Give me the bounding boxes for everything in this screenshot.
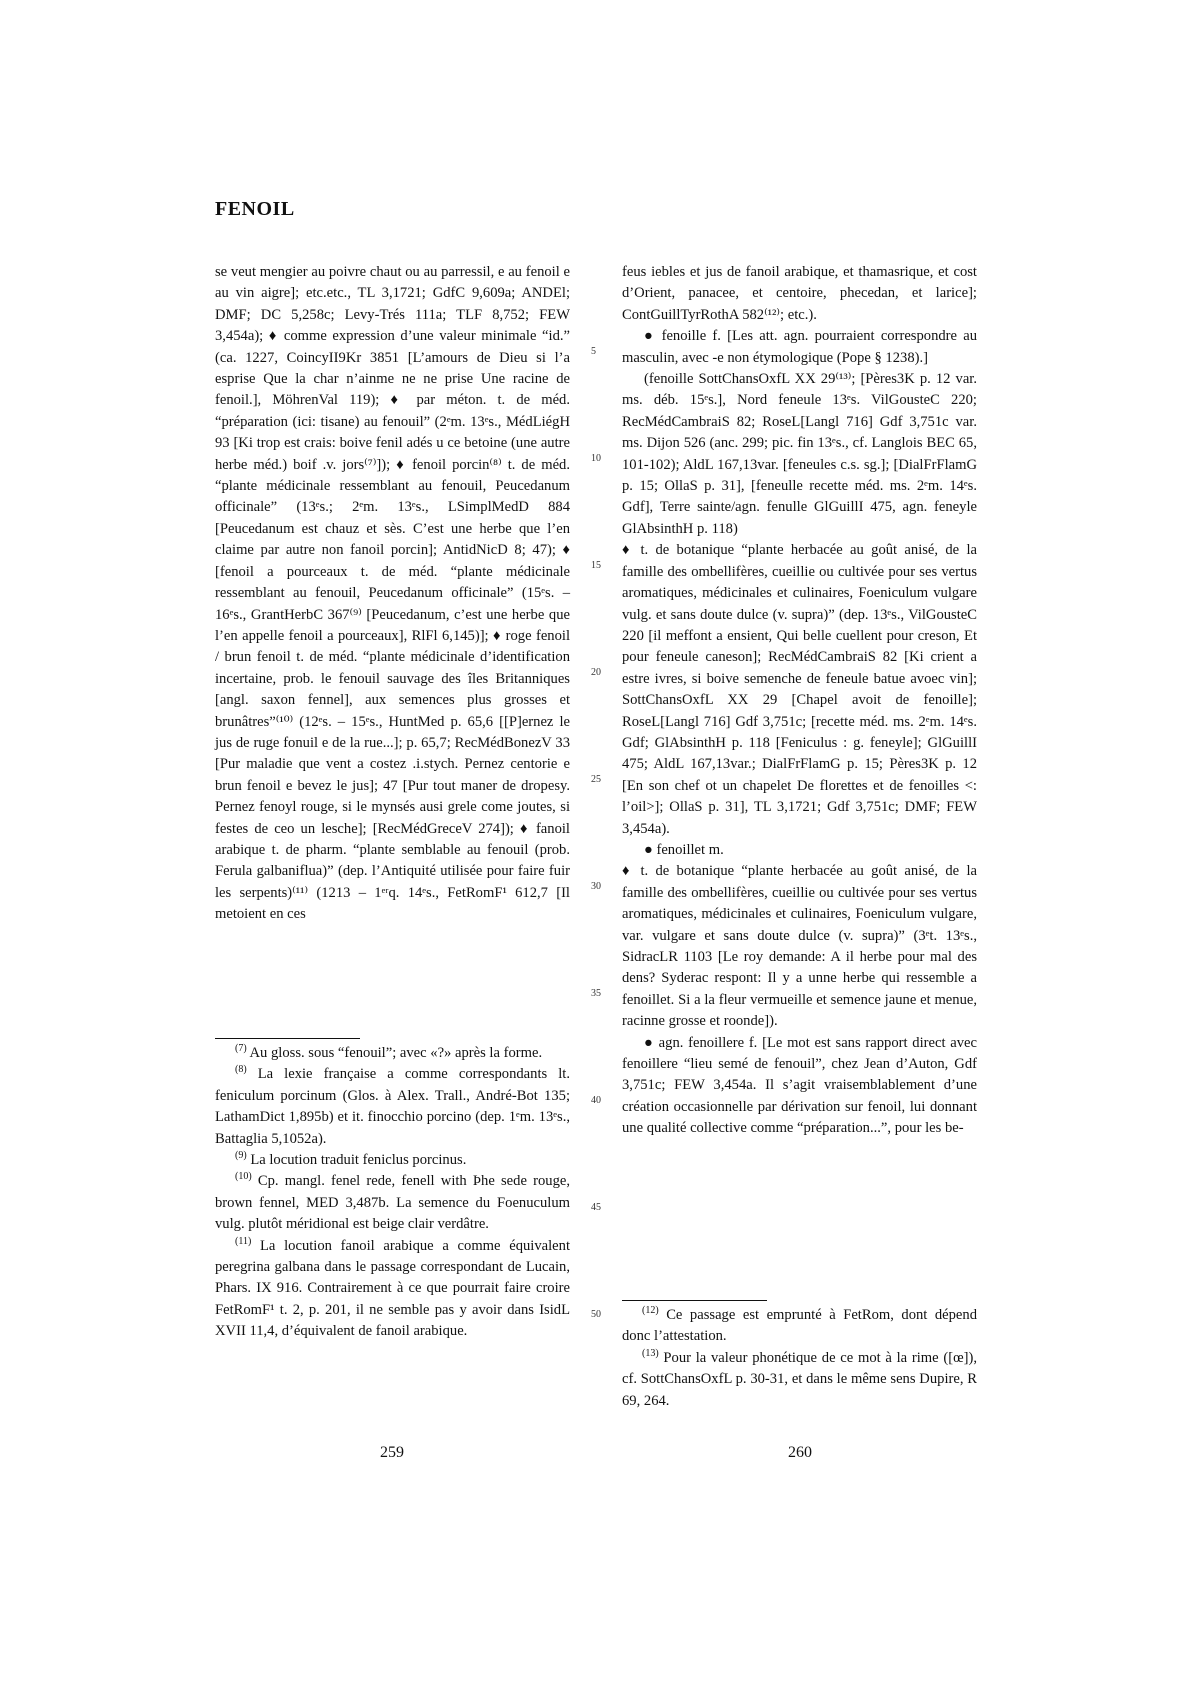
footnote-9: [215, 1150, 570, 1171]
footnote-number: (8): [235, 1064, 247, 1076]
footnote-10: [215, 1171, 570, 1235]
footnote-text: Ce passage est emprunté à FetRom, dont dépend donc l’attestation.: [622, 1307, 978, 1345]
footnote-11: [215, 1236, 570, 1343]
line-number: 40: [591, 1095, 601, 1106]
line-number: 20: [591, 667, 601, 678]
footnote-number: (10): [235, 1171, 252, 1183]
line-number: 5: [591, 346, 596, 357]
footnote-8: [215, 1064, 570, 1150]
right-paragraph-2: ● fenoille f. [Les att. agn. pourraient correspondre au masculin, avec -e non étymologique (Pope § 1238).]: [622, 328, 977, 366]
right-paragraph-5: ● fenoillet m.: [644, 841, 724, 858]
line-number: 45: [591, 1202, 601, 1213]
line-number: 35: [591, 988, 601, 999]
footnote-text: Cp. mangl. fenel rede, fenell with Þhe sede rouge, brown fennel, MED 3,487b. La semence du Foenuculum vulg. plutôt méridional est beige clair verdâtre.: [215, 1173, 570, 1233]
footnote-12: [622, 1305, 977, 1348]
right-column: [622, 262, 977, 1140]
line-number: 50: [591, 1309, 601, 1320]
right-paragraph-4: ♦ t. de botanique “plante herbacée au goût anisé, de la famille des ombellifères, cueillie ou cultivée pour ses vertus aromatiques, médicinales et culinaires, Foeniculum vulgare vulg. et sans doute dulce (v. supra)” (dep. 13ᵉs., VilGousteC 220 [il meffont a ensient, Qui belle cuellent pour creson, Et pour feneule caneson]; RecMédCambraiS 82 [Ki crient a estre ivres, si boive semenche de feneule batue avoec vin]; SottChansOxfL XX 29 [Chapel avoit de fenoille]; RoseL[Langl 716] Gdf 3,751c; [recette méd. ms. 2ᵉm. 14ᵉs. Gdf; GlAbsinthH p. 118 [Feniculus : g. feneyle]; GlGuillI 475; AldL 167,13var.; DialFrFlamG p. 15; Pères3K p. 12 [En son chef ot un chapelet De florettes et de fenoilles <: l’oil>]; OllaS p. 31], TL 3,1721; Gdf 3,751c; DMF; FEW 3,454a).: [622, 542, 977, 837]
line-number: 10: [591, 453, 601, 464]
left-column: [215, 262, 570, 926]
line-number: 15: [591, 560, 601, 571]
right-paragraph-6: ♦ t. de botanique “plante herbacée au goût anisé, de la famille des ombellifères, cueillie ou cultivée pour ses vertus aromatiques, médicinales et culinaires, Foeniculum vulgare, var. vulgare et sans doute dulce (v. supra)” (3ᵉt. 13ᵉs., SidracLR 1103 [Le roy demande: A il herbe pour mal des dens? Syderac respont: Il y a unne herbe qui ressemble a fenoillet. Si a la fleur vermueille et semence jaune et menue, racinne grosse et roonde]).: [622, 863, 977, 1030]
page-title: FENOIL: [215, 198, 295, 220]
footnotes-right: [622, 1300, 977, 1412]
footnote-text: La locution fanoil arabique a comme équivalent peregrina galbana dans le passage correspondant de Lucain, Phars. IX 916. Contrairement à ce que pourrait faire croire FetRomF¹ t. 2, p. 201, il ne semble pas y avoir dans IsidL XVII 11,4, d’équivalent de fanoil arabique.: [215, 1237, 570, 1340]
right-paragraph-7: ● agn. fenoillere f. [Le mot est sans rapport direct avec fenoillere “lieu semé de fenouil”, chez Jean d’Auton, Gdf 3,751c; FEW 3,454a. Il s’agit vraisemblablement d’une création occasionnelle par dérivation sur fenoil, lui donnant une qualité collective comme “préparation...”, pour les be-: [622, 1034, 977, 1137]
page-number-left: 259: [380, 1444, 404, 1461]
footnote-text: Au gloss. sous “fenouil”; avec «?» après la forme.: [249, 1045, 543, 1061]
footnote-number: (13): [642, 1347, 659, 1359]
footnotes-left: [215, 1038, 570, 1343]
footnote-text: La lexie française a comme correspondants lt. feniculum porcinum (Glos. à Alex. Trall., André-Bot 135; LathamDict 1,895b) et it. finocchio porcino (dep. 1ᵉm. 13ᵉs., Battaglia 5,1052a).: [215, 1066, 570, 1147]
footnote-number: (12): [642, 1305, 659, 1317]
footnote-13: [622, 1348, 977, 1412]
footnote-rule: [622, 1300, 767, 1301]
right-paragraph-1: feus iebles et jus de fanoil arabique, et thamasrique, et cost d’Orient, panacee, et centoire, phecedan, et larice]; ContGuillTyrRothA 582⁽¹²⁾; etc.).: [622, 264, 977, 323]
line-number: 30: [591, 881, 601, 892]
footnote-number: (7): [235, 1043, 247, 1055]
footnote-rule: [215, 1038, 360, 1039]
footnote-7: [215, 1043, 570, 1064]
left-paragraph: se veut mengier au poivre chaut ou au parressil, e au fenoil e au vin aigre]; etc.etc., TL 3,1721; GdfC 9,609a; ANDEl; DMF; DC 5,258c; Levy-Trés 111a; TLF 8,752; FEW 3,454a); ♦ comme expression d’une valeur minimale “id.” (ca. 1227, CoincyII9Kr 3851 [L’amours de Dieu si l’a esprise Que la char n’ainme ne ne prise Une racine de fenoil.], MöhrenVal 119); ♦ par méton. t. de méd. “préparation (ici: tisane) au fenouil” (2ᵉm. 13ᵉs., MédLiégH 93 [Ki trop est crais: boive fenil adés u ce betoine (une autre herbe méd.) boif .v. jors⁽⁷⁾]); ♦ fenoil porcin⁽⁸⁾ t. de méd. “plante médicinale ressemblant au fenouil, Peucedanum officinale” (13ᵉs.; 2ᵉm. 13ᵉs., LSimplMedD 884 [Peucedanum est chauz et sès. C’est une herbe que l’en claime par autre non fanoil porcin]; AntidNicD 8; 47); ♦ [fenoil a pourceaux t. de méd. “plante médicinale ressemblant au fenouil, Peucedanum officinale” (15ᵉs. – 16ᵉs., GrantHerbC 367⁽⁹⁾ [Peucedanum, c’est une herbe que l’en appelle fenoil a pourceaux], RlFl 6,145)]; ♦ roge fenoil / brun fenoil t. de méd. “plante médicinale d’identification incertaine, prob. le fenouil sauvage des îles Britanniques [angl. saxon fennel], aux semences plus grosses et brunâtres”⁽¹⁰⁾ (12ᵉs. – 15ᵉs., HuntMed p. 65,6 [[P]ernez le jus de ruge fonuil e de la rue...]; p. 65,7; RecMédBonezV 33 [Pur maladie que vent a costez .i.stych. Pernez centorie e brun fenoil e bevez le jus]; 47 [Pur tout maner de dropesy. Pernez fenoyl rouge, si le mynsés ausi grele come joutes, si festes de ceo un lesche]; [RecMédGreceV 274]); ♦ fanoil arabique t. de pharm. “plante semblable au fenouil (prob. Ferula galbaniflua)” (dep. l’Antiquité utilisée pour faire fuir les serpents)⁽¹¹⁾ (1213 – 1ᵉʳq. 14ᵉs., FetRomF¹ 612,7 [Il metoient en ces: [215, 264, 570, 923]
footnote-number: (9): [235, 1150, 247, 1162]
right-paragraph-3: (fenoille SottChansOxfL XX 29⁽¹³⁾; [Pères3K p. 12 var. ms. déb. 15ᵉs.], Nord feneule 13ᵉs. VilGousteC 220; RecMédCambraiS 82; RoseL[Langl 716] Gdf 3,751c var. ms. Dijon 526 (anc. 299; pic. fin 13ᵉs., cf. Langlois BEC 65, 101-102); AldL 167,13var. [feneules c.s. sg.]; [DialFrFlamG p. 15; OllaS p. 31], [feneulle recette méd. ms. 2ᵉm. 14ᵉs. Gdf], Terre sainte/agn. fenulle GlGuillI 475, agn. feneyle GlAbsinthH p. 118): [622, 371, 977, 537]
footnote-number: (11): [235, 1235, 252, 1247]
footnote-text: La locution traduit feniclus porcinus.: [250, 1152, 467, 1169]
footnote-text: Pour la valeur phonétique de ce mot à la rime ([œ]), cf. SottChansOxfL p. 30-31, et dans le même sens Dupire, R 69, 264.: [622, 1349, 977, 1409]
line-number: 25: [591, 774, 601, 785]
page-number-right: 260: [788, 1444, 812, 1461]
line-number-gutter: [591, 0, 605, 1684]
